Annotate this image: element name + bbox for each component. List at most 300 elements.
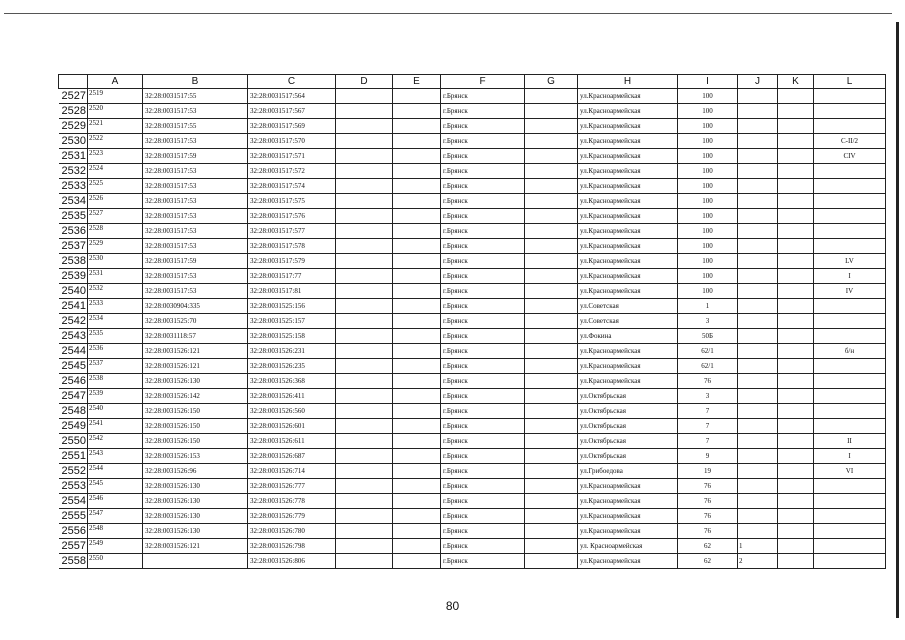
cell-a: 2542 bbox=[88, 434, 143, 449]
cell-g bbox=[525, 179, 578, 194]
cell-h: ул.Красноармейская bbox=[578, 179, 678, 194]
cell-c: 32:28:0031517:81 bbox=[248, 284, 336, 299]
cell-f: г.Брянск bbox=[441, 434, 525, 449]
cell-j: 1 bbox=[738, 539, 778, 554]
cell-h: ул.Красноармейская bbox=[578, 104, 678, 119]
cell-j bbox=[738, 284, 778, 299]
cell-a: 2545 bbox=[88, 479, 143, 494]
cell-c: 32:28:0031526:611 bbox=[248, 434, 336, 449]
cell-e bbox=[393, 419, 441, 434]
row-number: 2533 bbox=[59, 179, 88, 194]
cell-k bbox=[778, 104, 814, 119]
cell-c: 32:28:0031526:368 bbox=[248, 374, 336, 389]
cell-d bbox=[336, 494, 393, 509]
cell-f: г.Брянск bbox=[441, 299, 525, 314]
cell-g bbox=[525, 119, 578, 134]
cell-c: 32:28:0031517:77 bbox=[248, 269, 336, 284]
cell-g bbox=[525, 509, 578, 524]
cell-f: г.Брянск bbox=[441, 509, 525, 524]
cell-g bbox=[525, 299, 578, 314]
cell-h: ул.Красноармейская bbox=[578, 89, 678, 104]
cell-e bbox=[393, 509, 441, 524]
cell-c: 32:28:0031517:571 bbox=[248, 149, 336, 164]
cell-l bbox=[814, 419, 886, 434]
cell-k bbox=[778, 554, 814, 569]
cell-a: 2539 bbox=[88, 389, 143, 404]
cell-g bbox=[525, 539, 578, 554]
cell-f: г.Брянск bbox=[441, 179, 525, 194]
cell-c: 32:28:0031517:564 bbox=[248, 89, 336, 104]
table-row bbox=[59, 524, 886, 539]
cell-b: 32:28:0031526:150 bbox=[143, 419, 248, 434]
cell-j bbox=[738, 524, 778, 539]
cell-k bbox=[778, 224, 814, 239]
cell-a: 2523 bbox=[88, 149, 143, 164]
cell-g bbox=[525, 344, 578, 359]
row-number: 2536 bbox=[59, 224, 88, 239]
cell-b: 32:28:0031517:55 bbox=[143, 119, 248, 134]
cell-h: ул.Красноармейская bbox=[578, 224, 678, 239]
cell-d bbox=[336, 539, 393, 554]
cell-h: ул.Красноармейская bbox=[578, 344, 678, 359]
cell-g bbox=[525, 434, 578, 449]
cell-l bbox=[814, 299, 886, 314]
row-number: 2537 bbox=[59, 239, 88, 254]
cell-f: г.Брянск bbox=[441, 554, 525, 569]
cell-a: 2532 bbox=[88, 284, 143, 299]
cell-g bbox=[525, 314, 578, 329]
cell-i: 100 bbox=[678, 104, 738, 119]
cell-g bbox=[525, 104, 578, 119]
cell-l: LV bbox=[814, 254, 886, 269]
cell-a: 2550 bbox=[88, 554, 143, 569]
cell-c: 32:28:0031517:576 bbox=[248, 209, 336, 224]
cell-g bbox=[525, 554, 578, 569]
spreadsheet-table bbox=[58, 74, 886, 569]
cell-h: ул.Октябрьская bbox=[578, 449, 678, 464]
spreadsheet-table-wrapper bbox=[58, 74, 886, 569]
cell-i: 100 bbox=[678, 164, 738, 179]
cell-d bbox=[336, 314, 393, 329]
cell-c: 32:28:0031526:231 bbox=[248, 344, 336, 359]
cell-e bbox=[393, 209, 441, 224]
cell-f: г.Брянск bbox=[441, 479, 525, 494]
cell-d bbox=[336, 434, 393, 449]
page-number: 80 bbox=[445, 599, 460, 613]
cell-e bbox=[393, 344, 441, 359]
cell-k bbox=[778, 374, 814, 389]
table-row bbox=[59, 89, 886, 104]
cell-l bbox=[814, 359, 886, 374]
cell-j bbox=[738, 344, 778, 359]
cell-f: г.Брянск bbox=[441, 89, 525, 104]
cell-i: 62 bbox=[678, 539, 738, 554]
table-row bbox=[59, 539, 886, 554]
cell-i: 100 bbox=[678, 254, 738, 269]
cell-b: 32:28:0031526:150 bbox=[143, 404, 248, 419]
cell-g bbox=[525, 329, 578, 344]
cell-d bbox=[336, 284, 393, 299]
cell-i: 1 bbox=[678, 299, 738, 314]
row-number: 2542 bbox=[59, 314, 88, 329]
table-row bbox=[59, 359, 886, 374]
cell-l bbox=[814, 479, 886, 494]
cell-j bbox=[738, 179, 778, 194]
cell-e bbox=[393, 254, 441, 269]
cell-l bbox=[814, 389, 886, 404]
cell-c: 32:28:0031526:778 bbox=[248, 494, 336, 509]
cell-d bbox=[336, 404, 393, 419]
cell-h: ул.Красноармейская bbox=[578, 359, 678, 374]
cell-a: 2543 bbox=[88, 449, 143, 464]
table-row bbox=[59, 104, 886, 119]
cell-b: 32:28:0031517:53 bbox=[143, 194, 248, 209]
cell-a: 2520 bbox=[88, 104, 143, 119]
cell-c: 32:28:0031517:567 bbox=[248, 104, 336, 119]
cell-h: ул.Красноармейская bbox=[578, 374, 678, 389]
cell-f: г.Брянск bbox=[441, 449, 525, 464]
table-row bbox=[59, 509, 886, 524]
cell-d bbox=[336, 89, 393, 104]
cell-g bbox=[525, 134, 578, 149]
cell-i: 100 bbox=[678, 89, 738, 104]
cell-i: 62/1 bbox=[678, 344, 738, 359]
row-number: 2555 bbox=[59, 509, 88, 524]
cell-l: IV bbox=[814, 284, 886, 299]
cell-l: I bbox=[814, 269, 886, 284]
cell-l bbox=[814, 554, 886, 569]
cell-k bbox=[778, 239, 814, 254]
cell-c: 32:28:0031525:157 bbox=[248, 314, 336, 329]
cell-i: 76 bbox=[678, 524, 738, 539]
cell-l: VI bbox=[814, 464, 886, 479]
cell-f: г.Брянск bbox=[441, 464, 525, 479]
cell-c: 32:28:0031526:779 bbox=[248, 509, 336, 524]
cell-c: 32:28:0031526:714 bbox=[248, 464, 336, 479]
cell-a: 2536 bbox=[88, 344, 143, 359]
row-number: 2548 bbox=[59, 404, 88, 419]
cell-k bbox=[778, 344, 814, 359]
cell-k bbox=[778, 329, 814, 344]
cell-h: ул.Красноармейская bbox=[578, 269, 678, 284]
cell-a: 2538 bbox=[88, 374, 143, 389]
cell-a: 2522 bbox=[88, 134, 143, 149]
cell-a: 2541 bbox=[88, 419, 143, 434]
cell-i: 3 bbox=[678, 314, 738, 329]
cell-f: г.Брянск bbox=[441, 329, 525, 344]
cell-e bbox=[393, 404, 441, 419]
cell-c: 32:28:0031526:601 bbox=[248, 419, 336, 434]
cell-b: 32:28:0030904:335 bbox=[143, 299, 248, 314]
cell-g bbox=[525, 389, 578, 404]
table-row bbox=[59, 179, 886, 194]
cell-a: 2531 bbox=[88, 269, 143, 284]
cell-h: ул.Октябрьская bbox=[578, 434, 678, 449]
cell-j bbox=[738, 119, 778, 134]
cell-k bbox=[778, 149, 814, 164]
cell-l bbox=[814, 509, 886, 524]
cell-c: 32:28:0031525:158 bbox=[248, 329, 336, 344]
cell-c: 32:28:0031526:411 bbox=[248, 389, 336, 404]
cell-h: ул.Красноармейская bbox=[578, 284, 678, 299]
cell-f: г.Брянск bbox=[441, 419, 525, 434]
cell-k bbox=[778, 419, 814, 434]
cell-i: 19 bbox=[678, 464, 738, 479]
table-row bbox=[59, 479, 886, 494]
cell-j bbox=[738, 239, 778, 254]
cell-b bbox=[143, 554, 248, 569]
cell-d bbox=[336, 479, 393, 494]
cell-i: 7 bbox=[678, 434, 738, 449]
table-row bbox=[59, 284, 886, 299]
cell-l bbox=[814, 179, 886, 194]
cell-l: СIV bbox=[814, 149, 886, 164]
cell-b: 32:28:0031526:96 bbox=[143, 464, 248, 479]
row-number: 2539 bbox=[59, 269, 88, 284]
table-row bbox=[59, 464, 886, 479]
table-row bbox=[59, 449, 886, 464]
cell-d bbox=[336, 179, 393, 194]
cell-f: г.Брянск bbox=[441, 194, 525, 209]
cell-j bbox=[738, 449, 778, 464]
cell-d bbox=[336, 524, 393, 539]
cell-e bbox=[393, 314, 441, 329]
cell-g bbox=[525, 494, 578, 509]
cell-e bbox=[393, 134, 441, 149]
cell-b: 32:28:0031517:55 bbox=[143, 89, 248, 104]
cell-b: 32:28:0031517:59 bbox=[143, 254, 248, 269]
cell-d bbox=[336, 164, 393, 179]
cell-h: ул.Красноармейская bbox=[578, 164, 678, 179]
table-row bbox=[59, 434, 886, 449]
cell-b: 32:28:0031526:130 bbox=[143, 524, 248, 539]
cell-k bbox=[778, 254, 814, 269]
cell-d bbox=[336, 194, 393, 209]
row-number: 2527 bbox=[59, 89, 88, 104]
cell-i: 9 bbox=[678, 449, 738, 464]
cell-j bbox=[738, 254, 778, 269]
cell-k bbox=[778, 539, 814, 554]
row-number: 2545 bbox=[59, 359, 88, 374]
cell-c: 32:28:0031526:687 bbox=[248, 449, 336, 464]
cell-b: 32:28:0031526:130 bbox=[143, 494, 248, 509]
cell-d bbox=[336, 344, 393, 359]
cell-a: 2524 bbox=[88, 164, 143, 179]
cell-l bbox=[814, 404, 886, 419]
cell-k bbox=[778, 434, 814, 449]
cell-h: ул.Красноармейская bbox=[578, 194, 678, 209]
cell-c: 32:28:0031517:574 bbox=[248, 179, 336, 194]
cell-h: ул.Красноармейская bbox=[578, 554, 678, 569]
cell-h: ул.Красноармейская bbox=[578, 524, 678, 539]
cell-l bbox=[814, 524, 886, 539]
cell-h: ул.Советская bbox=[578, 314, 678, 329]
cell-d bbox=[336, 464, 393, 479]
cell-f: г.Брянск bbox=[441, 539, 525, 554]
cell-j bbox=[738, 89, 778, 104]
table-row bbox=[59, 269, 886, 284]
cell-b: 32:28:0031517:53 bbox=[143, 134, 248, 149]
cell-b: 32:28:0031517:53 bbox=[143, 284, 248, 299]
cell-c: 32:28:0031517:579 bbox=[248, 254, 336, 269]
cell-j bbox=[738, 419, 778, 434]
cell-b: 32:28:0031517:53 bbox=[143, 104, 248, 119]
cell-i: 100 bbox=[678, 284, 738, 299]
row-number: 2557 bbox=[59, 539, 88, 554]
cell-h: ул.Красноармейская bbox=[578, 239, 678, 254]
table-row bbox=[59, 299, 886, 314]
cell-e bbox=[393, 89, 441, 104]
row-number: 2534 bbox=[59, 194, 88, 209]
cell-g bbox=[525, 149, 578, 164]
cell-d bbox=[336, 254, 393, 269]
column-header-l: L bbox=[814, 75, 886, 89]
table-row bbox=[59, 119, 886, 134]
cell-l bbox=[814, 239, 886, 254]
cell-c: 32:28:0031526:806 bbox=[248, 554, 336, 569]
cell-e bbox=[393, 554, 441, 569]
cell-d bbox=[336, 389, 393, 404]
cell-i: 76 bbox=[678, 479, 738, 494]
column-header-k: K bbox=[778, 75, 814, 89]
cell-f: г.Брянск bbox=[441, 239, 525, 254]
cell-f: г.Брянск bbox=[441, 284, 525, 299]
cell-k bbox=[778, 509, 814, 524]
row-number: 2531 bbox=[59, 149, 88, 164]
cell-k bbox=[778, 524, 814, 539]
cell-e bbox=[393, 299, 441, 314]
cell-i: 100 bbox=[678, 134, 738, 149]
cell-a: 2544 bbox=[88, 464, 143, 479]
table-row bbox=[59, 134, 886, 149]
cell-c: 32:28:0031526:798 bbox=[248, 539, 336, 554]
cell-e bbox=[393, 374, 441, 389]
cell-j bbox=[738, 479, 778, 494]
column-header-f: F bbox=[441, 75, 525, 89]
cell-l: б/н bbox=[814, 344, 886, 359]
cell-b: 32:28:0031118:57 bbox=[143, 329, 248, 344]
cell-a: 2548 bbox=[88, 524, 143, 539]
cell-i: 50Б bbox=[678, 329, 738, 344]
table-row bbox=[59, 254, 886, 269]
cell-j bbox=[738, 194, 778, 209]
row-number: 2538 bbox=[59, 254, 88, 269]
cell-a: 2529 bbox=[88, 239, 143, 254]
cell-d bbox=[336, 209, 393, 224]
row-number: 2529 bbox=[59, 119, 88, 134]
cell-l: II bbox=[814, 434, 886, 449]
cell-k bbox=[778, 314, 814, 329]
cell-k bbox=[778, 284, 814, 299]
cell-k bbox=[778, 299, 814, 314]
cell-a: 2519 bbox=[88, 89, 143, 104]
cell-h: ул.Октябрьская bbox=[578, 419, 678, 434]
cell-a: 2546 bbox=[88, 494, 143, 509]
row-number: 2546 bbox=[59, 374, 88, 389]
cell-j bbox=[738, 434, 778, 449]
cell-a: 2549 bbox=[88, 539, 143, 554]
column-header-row bbox=[59, 75, 886, 89]
cell-j bbox=[738, 494, 778, 509]
row-number: 2541 bbox=[59, 299, 88, 314]
cell-a: 2540 bbox=[88, 404, 143, 419]
column-header-corner bbox=[59, 75, 88, 89]
column-header-c: C bbox=[248, 75, 336, 89]
cell-i: 7 bbox=[678, 419, 738, 434]
cell-h: ул.Октябрьская bbox=[578, 404, 678, 419]
cell-g bbox=[525, 254, 578, 269]
cell-l bbox=[814, 494, 886, 509]
cell-j bbox=[738, 164, 778, 179]
cell-j bbox=[738, 464, 778, 479]
cell-e bbox=[393, 359, 441, 374]
table-row bbox=[59, 149, 886, 164]
cell-g bbox=[525, 374, 578, 389]
cell-k bbox=[778, 209, 814, 224]
cell-b: 32:28:0031526:121 bbox=[143, 539, 248, 554]
cell-f: г.Брянск bbox=[441, 389, 525, 404]
cell-e bbox=[393, 539, 441, 554]
cell-b: 32:28:0031526:142 bbox=[143, 389, 248, 404]
cell-b: 32:28:0031526:130 bbox=[143, 479, 248, 494]
cell-d bbox=[336, 239, 393, 254]
cell-l bbox=[814, 89, 886, 104]
cell-l bbox=[814, 224, 886, 239]
cell-b: 32:28:0031526:150 bbox=[143, 434, 248, 449]
cell-i: 62/1 bbox=[678, 359, 738, 374]
table-row bbox=[59, 209, 886, 224]
row-number: 2551 bbox=[59, 449, 88, 464]
table-row bbox=[59, 419, 886, 434]
cell-b: 32:28:0031517:53 bbox=[143, 239, 248, 254]
cell-i: 100 bbox=[678, 149, 738, 164]
cell-l bbox=[814, 194, 886, 209]
cell-c: 32:28:0031526:780 bbox=[248, 524, 336, 539]
cell-e bbox=[393, 389, 441, 404]
cell-e bbox=[393, 524, 441, 539]
cell-j bbox=[738, 299, 778, 314]
cell-j: 2 bbox=[738, 554, 778, 569]
column-header-h: H bbox=[578, 75, 678, 89]
cell-l bbox=[814, 209, 886, 224]
cell-k bbox=[778, 449, 814, 464]
table-row bbox=[59, 374, 886, 389]
cell-h: ул.Фокина bbox=[578, 329, 678, 344]
cell-j bbox=[738, 404, 778, 419]
row-number: 2547 bbox=[59, 389, 88, 404]
cell-k bbox=[778, 269, 814, 284]
cell-h: ул.Красноармейская bbox=[578, 134, 678, 149]
cell-d bbox=[336, 269, 393, 284]
cell-e bbox=[393, 239, 441, 254]
cell-c: 32:28:0031517:569 bbox=[248, 119, 336, 134]
cell-l: С-II/2 bbox=[814, 134, 886, 149]
cell-c: 32:28:0031517:570 bbox=[248, 134, 336, 149]
cell-e bbox=[393, 464, 441, 479]
cell-c: 32:28:0031526:560 bbox=[248, 404, 336, 419]
cell-h: ул.Красноармейская bbox=[578, 494, 678, 509]
table-row bbox=[59, 194, 886, 209]
cell-k bbox=[778, 194, 814, 209]
cell-d bbox=[336, 449, 393, 464]
cell-h: ул.Красноармейская bbox=[578, 254, 678, 269]
cell-g bbox=[525, 89, 578, 104]
row-number: 2554 bbox=[59, 494, 88, 509]
cell-f: г.Брянск bbox=[441, 224, 525, 239]
cell-l bbox=[814, 119, 886, 134]
cell-e bbox=[393, 479, 441, 494]
cell-d bbox=[336, 299, 393, 314]
